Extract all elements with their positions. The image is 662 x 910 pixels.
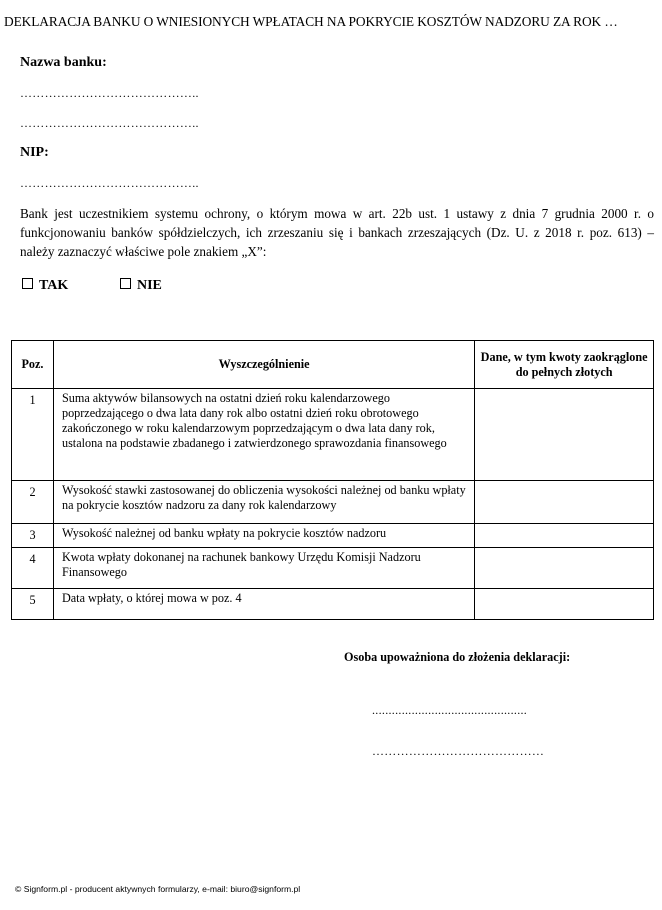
option-yes[interactable] (22, 278, 68, 294)
declaration-table (11, 340, 654, 620)
signature-field-line-1[interactable]: ............................................... (372, 703, 528, 717)
row-description: Wysokość stawki zastosowanej do obliczenia wysokości należnej od banku wpłaty na pokrycie kosztów nadzoru za dany rok kalendarzowy (53, 481, 474, 524)
row-position: 4 (12, 548, 54, 589)
signature-field-line-2[interactable]: …………………………………… (372, 744, 545, 758)
row-value-field[interactable] (475, 524, 654, 548)
row-value-field[interactable] (475, 389, 654, 481)
table-row (12, 481, 654, 524)
document-title: DEKLARACJA BANKU O WNIESIONYCH WPŁATACH NA POKRYCIE KOSZTÓW NADZORU ZA ROK … (4, 14, 618, 29)
table-row (12, 589, 654, 620)
table-row (12, 389, 654, 481)
table-header-row (12, 341, 654, 389)
option-no[interactable] (120, 278, 162, 294)
bank-name-field-line-1[interactable]: …………………………………….. (20, 86, 199, 100)
nip-label: NIP: (20, 145, 49, 160)
option-yes-label: TAK (39, 278, 69, 293)
row-value-field[interactable] (475, 589, 654, 620)
nip-field[interactable]: …………………………………….. (20, 176, 199, 190)
header-position: Poz. (12, 341, 54, 389)
row-description: Kwota wpłaty dokonanej na rachunek bankowy Urzędu Komisji Nadzoru Finansowego (53, 548, 474, 589)
row-description: Data wpłaty, o której mowa w poz. 4 (53, 589, 474, 620)
checkbox-yes[interactable] (22, 278, 33, 289)
protection-system-statement: Bank jest uczestnikiem systemu ochrony, o którym mowa w art. 22b ust. 1 ustawy z dnia 7 grudnia 2000 r. o funkcjonowaniu banków spółdzielczych, ich zrzeszaniu się i bankach zrzeszających (Dz. U. z 2018 r. poz. 613) – należy zaznaczyć właściwe pole znakiem „X”: (20, 206, 654, 259)
row-position: 2 (12, 481, 54, 524)
row-value-field[interactable] (475, 481, 654, 524)
option-no-label: NIE (137, 278, 162, 293)
header-data: Dane, w tym kwoty zaokrąglone do pełnych złotych (475, 341, 654, 389)
row-position: 1 (12, 389, 54, 481)
row-value-field[interactable] (475, 548, 654, 589)
checkbox-no[interactable] (120, 278, 131, 289)
bank-name-label: Nazwa banku: (20, 55, 107, 70)
signature-label: Osoba upoważniona do złożenia deklaracji: (344, 650, 571, 664)
bank-name-field-line-2[interactable]: …………………………………….. (20, 116, 199, 130)
row-position: 5 (12, 589, 54, 620)
header-description: Wyszczególnienie (53, 341, 474, 389)
row-description: Wysokość należnej od banku wpłaty na pokrycie kosztów nadzoru (53, 524, 474, 548)
footer-copyright: © Signform.pl - producent aktywnych formularzy, e-mail: biuro@signform.pl (15, 884, 301, 894)
table-row (12, 524, 654, 548)
table-row (12, 548, 654, 589)
row-description: Suma aktywów bilansowych na ostatni dzień roku kalendarzowego poprzedzającego o dwa lata dany rok albo ostatni dzień roku obrotowego zakończonego w roku kalendarzowym poprzedzającym o dwa lata dany rok, ustalona na podstawie zbadanego i zatwierdzonego sprawozdania finansowego (53, 389, 474, 481)
row-position: 3 (12, 524, 54, 548)
